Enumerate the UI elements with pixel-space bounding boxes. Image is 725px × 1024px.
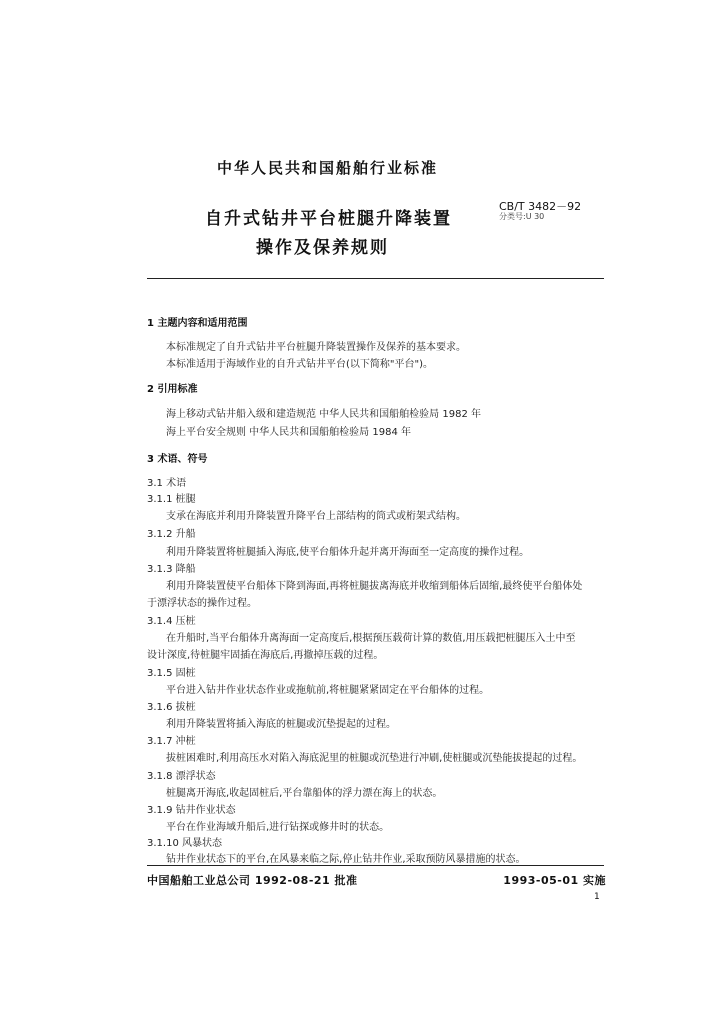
term-3-1-1-heading: 3.1.1 桩腿	[147, 494, 196, 505]
term-3-1-7-text: 拔桩困难时,利用高压水对陷入海底泥里的桩腿或沉垫进行冲刷,使桩腿或沉垫能拔提起的过程。	[166, 753, 583, 764]
term-3-1-9-text: 平台在作业海域升船后,进行钻探或修井时的状态。	[166, 822, 390, 833]
term-3-1-7-heading: 3.1.7 冲桩	[147, 736, 196, 747]
term-3-1-3-heading: 3.1.3 降船	[147, 564, 196, 575]
standard-code: CB/T 3482－92	[499, 200, 582, 213]
term-3-1-8-heading: 3.1.8 漂浮状态	[147, 771, 216, 782]
document-title-line-1: 自升式钻井平台桩腿升降装置	[205, 209, 452, 229]
page-number: 1	[594, 892, 600, 902]
term-3-1-5-text: 平台进入钻井作业状态作业或拖航前,将桩腿紧紧固定在平台船体的过程。	[166, 685, 490, 696]
document-title-line-2: 操作及保养规则	[256, 238, 389, 258]
section-2-heading: 2 引用标准	[147, 384, 198, 395]
reference-2: 海上平台安全规则 中华人民共和国船舶检验局 1984 年	[166, 427, 411, 438]
subsection-3-1: 3.1 术语	[147, 478, 187, 489]
classification-code: 分类号:U 30	[499, 212, 545, 221]
term-3-1-8-text: 桩腿离开海底,收起固桩后,平台靠船体的浮力漂在海上的状态。	[166, 788, 443, 799]
term-3-1-5-heading: 3.1.5 固桩	[147, 668, 196, 679]
term-3-1-4-text-line-1: 在升船时,当平台船体升离海面一定高度后,根据预压载荷计算的数值,用压载把桩腿压入土中至	[166, 633, 576, 644]
section-3-heading: 3 术语、符号	[147, 454, 208, 465]
header-divider	[147, 278, 604, 279]
section-1-heading: 1 主题内容和适用范围	[147, 318, 248, 329]
term-3-1-10-text: 钻井作业状态下的平台,在风暴来临之际,停止钻井作业,采取预防风暴措施的状态。	[166, 854, 526, 865]
footer-divider	[147, 865, 604, 866]
term-3-1-4-heading: 3.1.4 压桩	[147, 616, 196, 627]
term-3-1-6-heading: 3.1.6 拔桩	[147, 702, 196, 713]
term-3-1-6-text: 利用升降装置将插入海底的桩腿或沉垫提起的过程。	[166, 719, 396, 730]
term-3-1-2-text: 利用升降装置将桩腿插入海底,使平台船体升起并离开海面至一定高度的操作过程。	[166, 547, 530, 558]
term-3-1-9-heading: 3.1.9 钻井作业状态	[147, 805, 236, 816]
implementation-date: 1993-05-01 实施	[503, 874, 606, 887]
term-3-1-2-heading: 3.1.2 升船	[147, 529, 196, 540]
section-1-paragraph-2: 本标准适用于海域作业的自升式钻井平台(以下简称"平台")。	[166, 359, 434, 370]
term-3-1-4-text-line-2: 设计深度,待桩腿牢固插在海底后,再撤掉压载的过程。	[147, 650, 384, 661]
reference-1: 海上移动式钻井船入级和建造规范 中华人民共和国船舶检验局 1982 年	[166, 409, 481, 420]
section-1-paragraph-1: 本标准规定了自升式钻井平台桩腿升降装置操作及保养的基本要求。	[166, 342, 466, 353]
term-3-1-1-text: 支承在海底并利用升降装置升降平台上部结构的筒式或桁架式结构。	[166, 511, 466, 522]
term-3-1-10-heading: 3.1.10 风暴状态	[147, 838, 222, 849]
approval-line: 中国船舶工业总公司 1992-08-21 批准	[147, 874, 358, 887]
term-3-1-3-text-line-1: 利用升降装置使平台船体下降到海面,再将桩腿拔离海底并收缩到船体后固缩,最终使平台船体处	[166, 581, 583, 592]
standard-organization: 中华人民共和国船舶行业标准	[217, 159, 439, 177]
term-3-1-3-text-line-2: 于漂浮状态的操作过程。	[147, 598, 257, 609]
